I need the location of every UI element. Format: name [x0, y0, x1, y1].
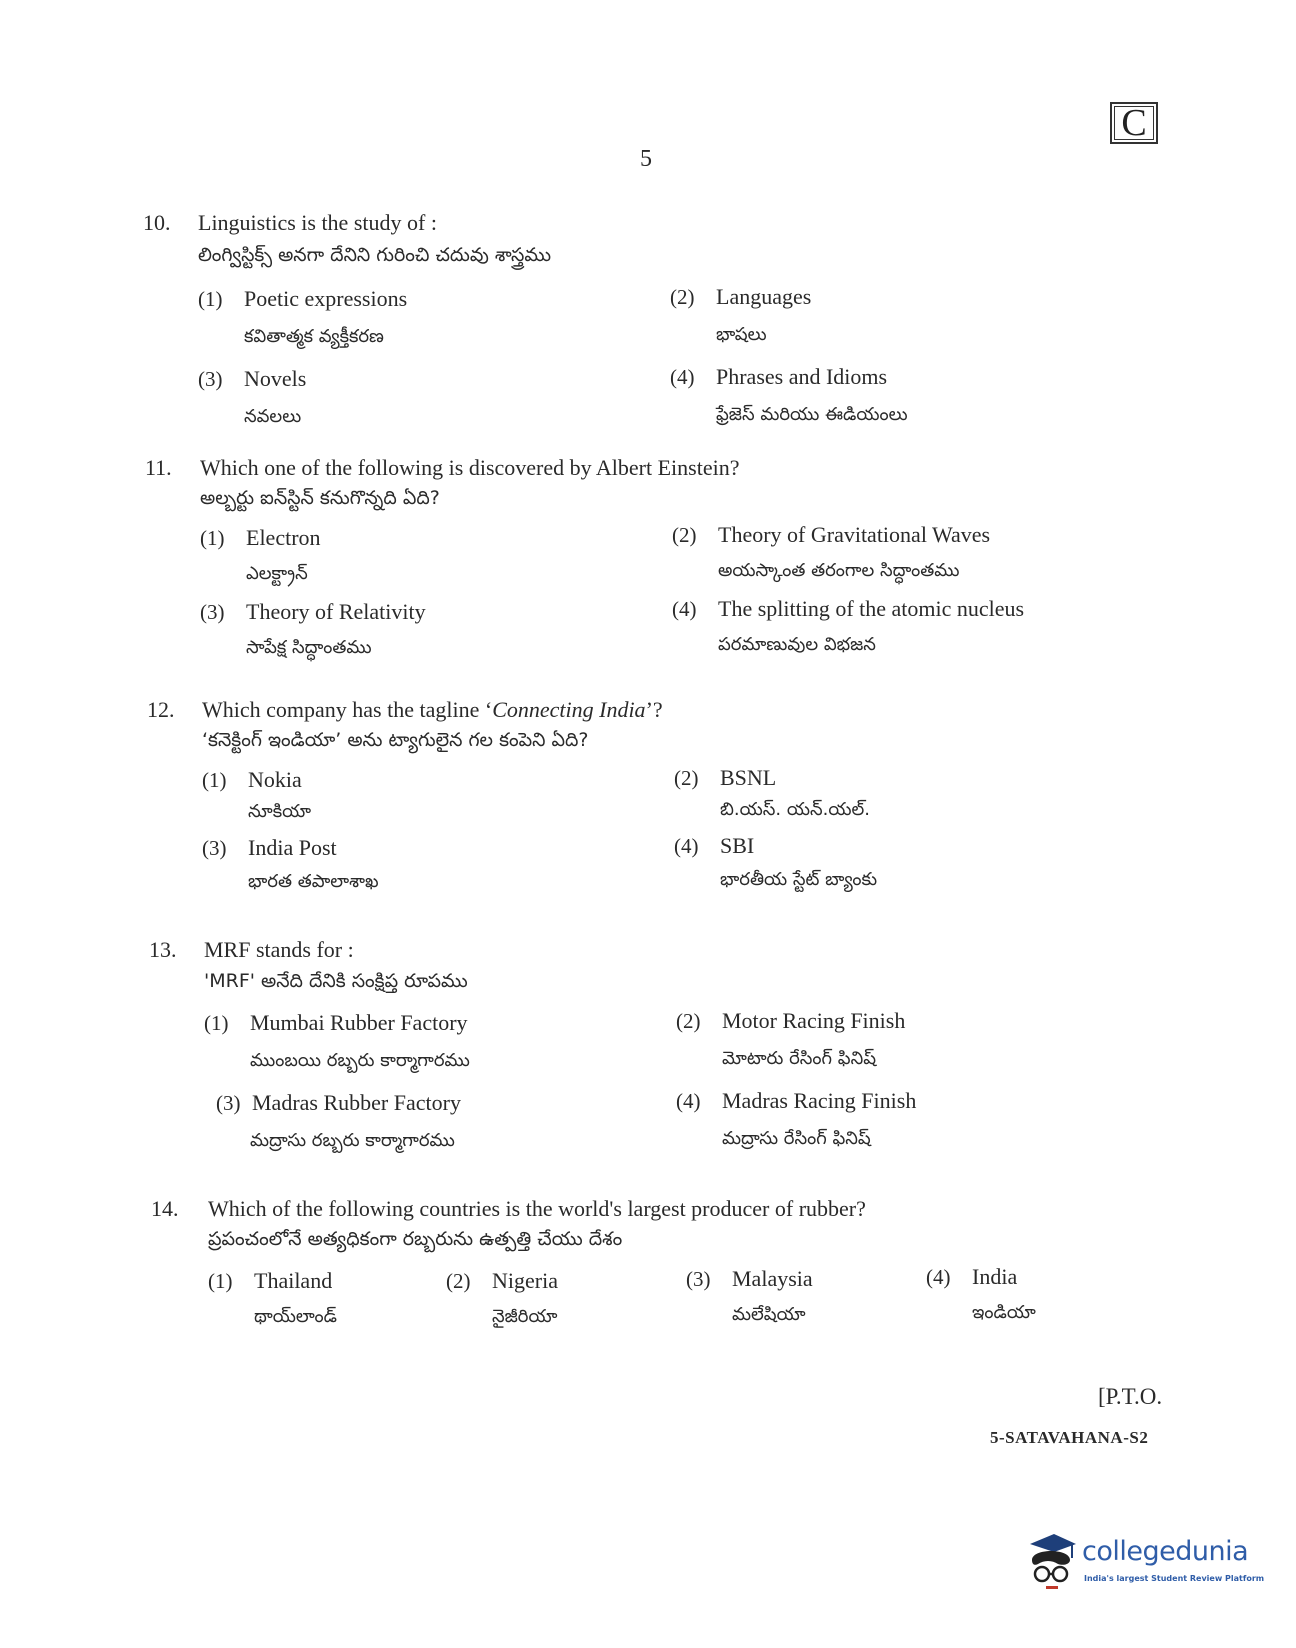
please-turn-over: [P.T.O.: [1098, 1384, 1163, 1409]
option-text-en: Phrases and Idioms: [716, 364, 888, 389]
option-text-en: Novels: [244, 366, 307, 391]
option-text-te: సాపేక్ష సిద్ధాంతము: [246, 637, 372, 658]
option-3: [198, 366, 307, 427]
mascot-icon: [1024, 1530, 1080, 1600]
option-2: [672, 522, 991, 581]
option-4: [926, 1264, 1036, 1323]
option-1: [204, 1010, 470, 1071]
question-text-en: Linguistics is the study of :: [198, 210, 437, 235]
option-number: (1): [202, 768, 227, 792]
option-number: (3): [216, 1091, 241, 1115]
question-text-en: Which of the following countries is the world's largest producer of rubber?: [208, 1196, 866, 1221]
question-text-te: ప్రపంచంలోనే అత్యధికంగా రబ్బరును ఉత్పత్తి చేయు దేశం: [208, 1228, 623, 1250]
option-number: (4): [926, 1265, 951, 1289]
question-set-code: C: [1110, 102, 1158, 144]
question-text-te: లింగ్విస్టిక్స్ అనగా దేనిని గురించి చదువు శాస్త్రము: [198, 244, 552, 266]
option-text-en: Motor Racing Finish: [722, 1008, 906, 1033]
option-text-en: India Post: [248, 835, 337, 860]
brand-name: collegedunia: [1082, 1536, 1249, 1567]
option-text-en: SBI: [720, 833, 755, 858]
option-number: (3): [200, 600, 225, 624]
question-text-te: 'MRF' అనేది దేనికి సంక్షిప్త రూపము: [204, 970, 468, 992]
option-text-te: థాయ్‌లాండ్: [254, 1306, 337, 1327]
option-text-te: ముంబయి రబ్బరు కార్మాగారము: [250, 1050, 470, 1071]
brand-tagline: India's largest Student Review Platform: [1084, 1574, 1265, 1583]
option-number: (1): [198, 287, 223, 311]
option-number: (4): [676, 1089, 701, 1113]
option-2: [446, 1268, 558, 1327]
option-4: [674, 833, 878, 890]
option-text-te: భాషలు: [716, 324, 767, 345]
question-text-te: ‘కనెక్టింగ్ ఇండియా’ అను ట్యాగులైన గల కంపెని ఏది?: [202, 729, 589, 751]
option-3: [202, 835, 379, 892]
question-number: 10.: [143, 210, 171, 235]
option-2: [676, 1008, 906, 1069]
option-text-te: మద్రాసు రబ్బరు కార్మాగారము: [250, 1130, 455, 1151]
option-text-en: Nokia: [248, 767, 302, 792]
option-number: (3): [686, 1267, 711, 1291]
option-number: (4): [672, 597, 697, 621]
option-number: (3): [202, 836, 227, 860]
option-4: [672, 596, 1025, 655]
option-text-en: The splitting of the atomic nucleus: [718, 596, 1025, 621]
option-1: [202, 767, 312, 822]
option-text-te: ఫ్రేజెస్ మరియు ఈడియంలు: [716, 404, 908, 425]
option-text-te: పరమాణువుల విభజన: [718, 634, 876, 655]
option-text-te: ఎలక్ట్రాన్: [246, 563, 308, 584]
option-number: (1): [208, 1269, 233, 1293]
question-text-te: అల్బర్టు ఐన్‌స్టిన్ కనుగొన్నది ఏది?: [200, 487, 440, 509]
option-text-te: మోటారు రేసింగ్ ఫినిష్: [722, 1048, 877, 1069]
option-4: [670, 364, 908, 425]
option-3: [204, 1090, 461, 1151]
option-text-te: నూకియా: [248, 801, 312, 822]
option-3: [200, 599, 426, 658]
option-1: [198, 286, 408, 347]
option-2: [670, 284, 812, 345]
option-text-te: నవలలు: [244, 406, 302, 427]
question-number: 11.: [145, 455, 172, 480]
option-number: (2): [674, 766, 699, 790]
question-number: 13.: [149, 937, 177, 962]
option-number: (2): [672, 523, 697, 547]
collegedunia-watermark: [1024, 1530, 1265, 1600]
option-number: (2): [670, 285, 695, 309]
option-text-en: Madras Racing Finish: [722, 1088, 917, 1113]
option-number: (3): [198, 367, 223, 391]
option-text-en: Madras Rubber Factory: [252, 1090, 461, 1115]
option-text-te: మలేషియా: [732, 1304, 806, 1325]
option-text-en: Electron: [246, 525, 321, 550]
question-text-en: MRF stands for :: [204, 937, 354, 962]
question-text-en: Which one of the following is discovered by Albert Einstein?: [200, 455, 740, 480]
question-text-en: Which company has the tagline ‘Connecting India’?: [202, 697, 663, 722]
option-number: (1): [200, 526, 225, 550]
option-text-en: India: [972, 1264, 1018, 1289]
option-text-en: Mumbai Rubber Factory: [250, 1010, 468, 1035]
option-number: (2): [676, 1009, 701, 1033]
option-text-en: BSNL: [720, 765, 777, 790]
option-text-en: Thailand: [254, 1268, 333, 1293]
option-number: (4): [674, 834, 699, 858]
option-number: (1): [204, 1011, 229, 1035]
option-text-te: కవితాత్మక వ్యక్తీకరణ: [244, 326, 384, 347]
option-number: (4): [670, 365, 695, 389]
question-number: 12.: [147, 697, 175, 722]
page-number: 5: [640, 146, 652, 172]
option-2: [674, 765, 870, 820]
option-text-te: ఇండియా: [972, 1302, 1036, 1323]
option-text-en: Nigeria: [492, 1268, 558, 1293]
option-1: [208, 1268, 337, 1327]
option-text-te: అయస్కాంత తరంగాల సిద్ధాంతము: [718, 560, 960, 581]
option-text-en: Theory of Relativity: [246, 599, 426, 624]
option-number: (2): [446, 1269, 471, 1293]
option-text-te: భారత తపాలాశాఖ: [248, 871, 379, 892]
booklet-code: 5-SATAVAHANA-S2: [990, 1428, 1149, 1447]
option-text-en: Languages: [716, 284, 812, 309]
question-number: 14.: [151, 1196, 179, 1221]
option-1: [200, 525, 321, 584]
option-text-te: బి.యస్. యన్.యల్.: [720, 799, 870, 820]
tagline-italic: Connecting India: [492, 697, 646, 722]
option-text-en: Malaysia: [732, 1266, 813, 1291]
option-3: [686, 1266, 813, 1325]
option-text-te: భారతీయ స్టేట్ బ్యాంకు: [720, 869, 878, 890]
option-4: [676, 1088, 917, 1149]
option-text-en: Theory of Gravitational Waves: [718, 522, 991, 547]
option-text-te: నైజీరియా: [492, 1306, 558, 1327]
option-text-en: Poetic expressions: [244, 286, 408, 311]
option-text-te: మద్రాసు రేసింగ్ ఫినిష్: [722, 1128, 871, 1149]
